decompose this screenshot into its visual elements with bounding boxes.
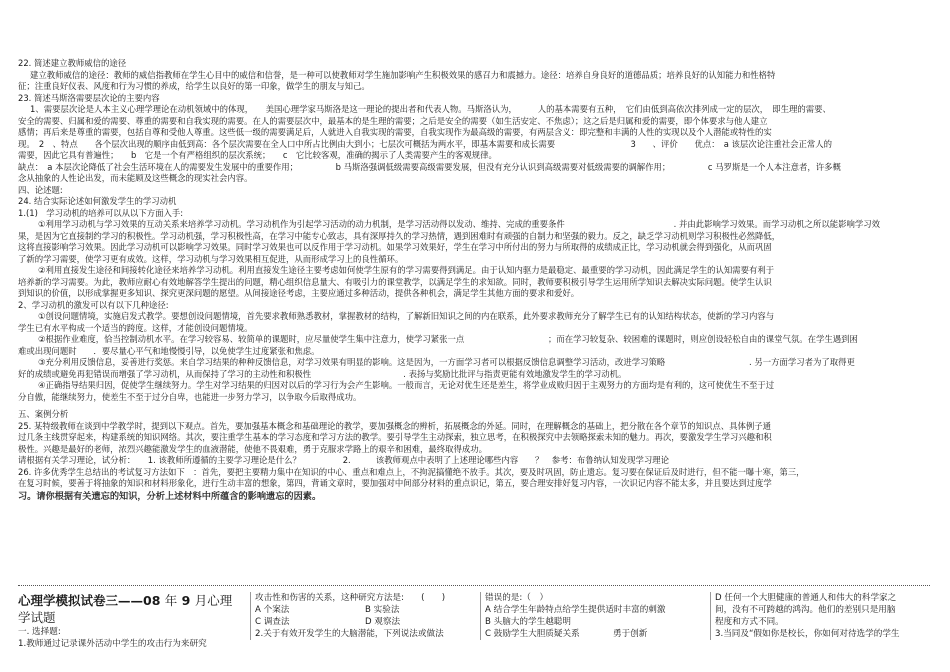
question-2: 2.关于有效开发学生的大脑潜能，下列说法或做法 [255,629,444,639]
options-row [255,604,483,616]
text-line: 请根据有关学习理论，试分析： 1. 该教师所遵循的主要学习理论是什么？ 2. 该教师观点中表明了上述理论哪些内容 ？ 参考：布鲁纳认知发现学习理论 [18,455,669,465]
question-1: 1.教师通过记录课外活动中学生的攻击行为来研究 [18,639,207,649]
option-b: B 实验法 [365,605,400,615]
text-line: 了新的学习需要，使学习更有成效。这样，学习动机与学习效果相互促进，从而形成学习上的良性循环。 [18,253,404,264]
text-line: 安全的需要、归属和爱的需要、尊重的需要和自我实现的需要。在人的需要层次中，最基本的是生理的需要；之后是安全的需要（如生活安定、不焦虑）；这之后是归属和爱的需要，即个体要求与他人建立 [18,115,768,126]
text-line: 培养新的学习需要。为此，教师应耐心有效地解答学生提出的问题，精心组织信息量大、有吸引力的课堂教学，以满足学生的求知欲。同时，教师要积极引导学生运用所学知识去解决实际问题。使学生认识 [18,276,772,287]
text-line: 25. 某特级教师在谈到中学教学时，提到以下观点。首先，要加强基本概念和基础理论的教学，要加强概念的辨析，拓展概念的外延。同时，在理解概念的基础上，把分散在各个章节的知识点、具体例子通 [18,420,771,431]
option-c: C 鼓励学生大胆质疑关系 [485,629,580,639]
text-line: 这将直接影响学习效果。因此学习动机可以影响学习效果。同时学习效果也可以反作用于学习动机。如果学习效果好，学生在学习中所付出的努力与所取得的成绩成正比，学习动机就会得到强化，从而巩固 [18,242,772,252]
option-d-cont: 程度和方式不同。 [715,617,784,627]
exam-title-column [18,592,243,650]
text-line: 四、论述题: [18,184,63,195]
option-d: D 任何一个大胆健康的普通人和伟大的科学家之 [715,593,897,603]
text-line: 现。 2 、特点 各个层次出现的顺序由低到高：各个层次需要在全人口中所占比例由大到小；七层次可概括为两水平，即基本需要和成长需要 3 、评价 优点： a 该层次论注重社会正常人的 [18,138,833,149]
text-line: 建立教师威信的途径：教师的威信指教师在学生心目中的威信和信誉，是一种可以使教师对学生施加影响产生积极效果的感召力和震撼力。途径：培养自身良好的道德品质；培养良好的认知能力和性格特 [30,69,776,80]
text-line: 五、案例分析 [18,409,69,419]
options-row [485,628,707,640]
text-line: 需要，因此它具有普遍性； b 它是一个有严格组织的层次系统； c 它比较客观，准确的揭示了人类需要产生的客观规律。 [18,150,497,160]
text-line: 征；注重良好仪表、风度和行为习惯的养成，给学生以良好的第一印象，做学生的朋友与知己。 [18,81,370,91]
exam-answer-text [18,58,933,503]
option-c-cont: 勇于创新 [613,629,648,639]
text-line: ①创设问题情境，实施启发式教学。要想创设问题情境，首先要求教师熟悉教材，掌握教材的结构，了解新旧知识之间的内在联系，此外要求教师充分了解学生已有的认知结构状态，使新的学习内容与 [38,311,775,321]
text-line: 22. 简述建立教师威信的途径 [18,58,127,68]
text-line: ④正确指导结果归因，促使学生继续努力。学生对学习结果的归因对以后的学习行为会产生影响。一般而言，无论对优生还是差生，将学业成败归因于主观努力的方面均是有利的，这可使优生不至于过 [38,380,775,390]
text-line: ②根据作业难度，恰当控制动机水平。在学习较容易、较简单的课题时，应尽量使学生集中注意力，使学习紧张一点 ；而在学习较复杂、较困难的课题时，则应创设轻松自由的课堂气氛。在学生遇到困 [38,334,858,344]
page-separator [18,585,930,586]
title-month: 9 [181,593,191,608]
title-part: 月心理 [194,593,233,608]
question-column-4 [710,592,937,640]
question-column-3 [480,592,707,640]
title-part: 年 [164,593,178,608]
text-line: 26. 许多优秀学生总结出的考试复习方法如下 ：首先，要把主要精力集中在知识的中心、重点和难点上，不拘泥搞懂绝不放手。其次，要及时巩固，防止遗忘。复习要在保证后及时进行，但不能一曝十寒，第三， [18,466,805,477]
exam-title-line2: 学试题 [18,610,56,625]
question-2-cont: 错误的是:（ ） [485,593,549,603]
text-line: ③充分利用反馈信息，妥善进行奖惩。来自学习结果的种种反馈信息，对学习效果有明显的影响。这是因为，一方面学习者可以根据反馈信息调整学习活动，改进学习策略 . 另一方面学习者为了取得更 [38,357,855,367]
text-line: 2、学习动机的激发可以有以下几种途径: [18,299,169,310]
text-line: 过几条主线贯穿起来，构建系统的知识网络。其次，要注重学生基本的学习态度和学习方法的教学。要引导学生主动探索，独立思考，在积极探究中去领略探索未知的魅力。再次，要激发学生学习兴趣和积 [18,432,772,442]
question-1-cont: 攻击性和伤害的关系，这种研究方法是: ( ) [255,593,446,603]
text-line: 极性。兴趣是最好的老师，浓烈兴趣能激发学生的血液潜能，使他不畏艰难，勇于克服求学路上的艰辛和困难，最终取得成功。 [18,443,487,454]
text-line: 分自傲，能继续努力，使差生不至于过分自卑，也能进一步努力学习，以争取今后取得成功。 [18,391,362,402]
text-line: 在复习时候，要善于将抽象的知识和材料形象化，进行生动丰富的想象，第四，背诵文章时，要加强对中间部分材料的重点识记，第五，要合理安排好复习内容，一次识记内容不能太多，并且要达到过度学 [18,478,772,488]
section-heading: 一. 选择题: [18,627,61,637]
text-line: 果，是因为它直接制约学习的积极性。学习动机强，学习积极性高，在学习中能专心致志，具有深厚持久的学习热情，遇到困难时有顽强的自制力和坚强的毅力。反之，缺乏学习动机则学习积极性必然降低， [18,230,781,241]
text-line: 缺点： a 本层次论降低了社会生活环境在人的需要发生发展中的重要作用； b 马斯洛强调低级需要高级需要发展，但没有充分认识到高级需要对低级需要的调解作用； c 马罗斯是一个人本注意者，许多概 [18,161,841,172]
text-line: 习。请你根据有关遗忘的知识，分析上述材料中所蕴含的影响遗忘的因素。 [18,490,322,502]
question-column-2 [250,592,483,640]
text-line: 难或出现问题时 ．要尽量心平气和地慢慢引导，以免使学生过度紧张和焦虑。 [18,345,320,356]
text-line: ①利用学习动机与学习效果的互动关系来培养学习动机。学习动机作为引起学习活动的动力机制，是学习活动得以发动、维持、完成的重要条件 . 并由此影响学习效果。而学习动机之所以能影响学习效 [38,219,880,229]
text-line: ②利用直接发生途径和间接转化途径来培养学习动机。利用直接发生途径主要考虑如何使学生原有的学习需要得到满足。由于认知内驱力是最稳定、最重要的学习动机，因此满足学生的认知需要有利于 [38,265,775,275]
text-line: 念从抽象的人性论出发，而未能顾及这些概念的现实社会内容。 [18,173,253,183]
title-part: 心理学模拟试卷三—— [18,593,144,608]
option-b: B 头脑大的学生越聪明 [485,617,571,627]
text-line: 24. 结合实际论述如何激发学生的学习动机 [18,196,177,206]
text-line: 1.(1) 学习动机的培养可以从以下方面入手: [18,207,184,218]
text-line: 学生已有水平构成一个适当的跨度。这样，才能创设问题情境。 [18,322,253,333]
option-a: A 个案法 [255,605,290,615]
option-d-cont: 间，没有不可跨越的鸿沟。他们的差别只是用脑 [715,605,896,615]
text-line: 感情；再后来是尊重的需要，包括自尊和受他人尊重。这些低一级的需要满足后，人就进入自我实现的需要，自我实现作为最高级的需要，有两层含义：即完整和丰满的人性的实现以及个人潜能或特性的实 [18,127,772,137]
title-year: 08 [143,593,161,608]
question-3: 3.当同及“假如你是校长，你如何对待选学的学生 [715,629,900,639]
text-line: 23. 简述马斯洛需要层次论的主要内容 [18,92,160,103]
options-row [255,616,483,628]
option-c: C 调查法 [255,617,290,627]
exam-title [18,592,243,609]
text-line: 好的成绩或避免再犯错误而增强了学习动机，从而保持了学习的主动性和积极性 . 表扬与奖励比批评与指责更能有效地激发学生的学习动机。 [18,368,627,379]
text-line: 1、需要层次论是人本主义心理学理论在动机领域中的体现， 美国心理学家马斯洛是这一理论的提出者和代表人物。马斯洛认为， 人的基本需要有五种， 它们由低到高依次排列成一定的层次， 即生理的需要、 [30,104,831,114]
option-a: A 结合学生年龄特点给学生提供适时丰富的刺激 [485,605,666,615]
text-line: 到知识的价值，以形成掌握更多知识、探究更深问题的愿望。从间接途径考虑，主要应通过多种活动，提供各种机会，满足学生其他方面的要求和爱好。 [18,288,580,298]
option-d: D 观察法 [365,617,401,627]
